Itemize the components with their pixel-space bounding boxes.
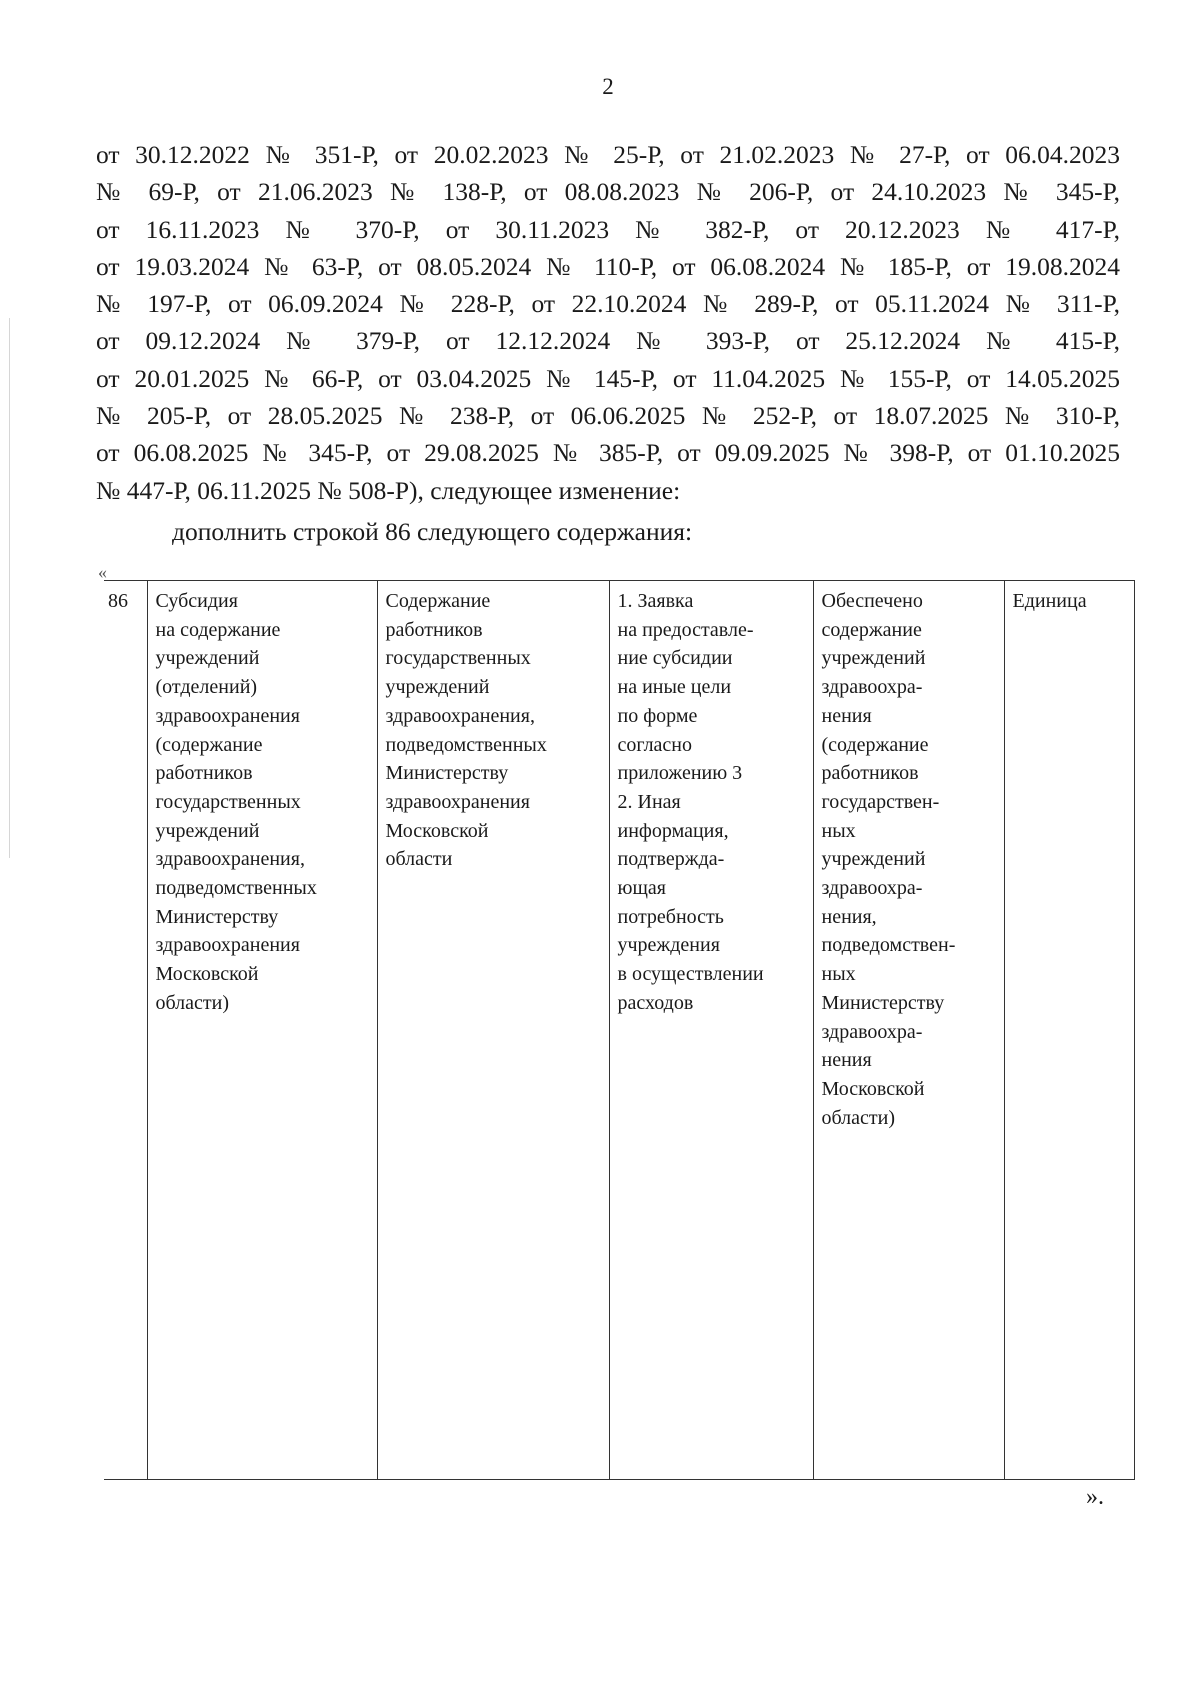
intro-sentence: дополнить строкой 86 следующего содержания: [172,517,693,546]
body-line: от 09.12.2024 № 379-Р, от 12.12.2024 № 393-Р, от 25.12.2024 № 415-Р, [96,326,1120,356]
row-number-cell: 86 [104,581,147,1480]
body-line: от 16.11.2023 № 370-Р, от 30.11.2023 № 382-Р, от 20.12.2023 № 417-Р, [96,214,1120,244]
body-line: от 19.03.2024 № 63-Р, от 08.05.2024 № 110-Р, от 06.08.2024 № 185-Р, от 19.08.2024 [96,251,1120,281]
new-row-table [104,580,1135,1480]
new-row-table-container [104,580,1134,1480]
body-line: № 69-Р, от 21.06.2023 № 138-Р, от 08.08.2023 № 206-Р, от 24.10.2023 № 345-Р, [96,177,1120,207]
body-line: № 205-Р, от 28.05.2025 № 238-Р, от 06.06.2025 № 252-Р, от 18.07.2025 № 310-Р, [96,401,1120,431]
body-line: от 06.08.2025 № 345-Р, от 29.08.2025 № 385-Р, от 09.09.2025 № 398-Р, от 01.10.2025 [96,438,1120,468]
amendment-references-paragraph [96,136,1120,509]
table-row [104,581,1134,1480]
body-line: № 447-Р, 06.11.2025 № 508-Р), следующее изменение: [96,475,681,505]
page-number: 2 [602,74,614,99]
unit-cell: Единица [1004,581,1134,1480]
subsidy-purpose-cell: Содержание работников государственных учреждений здравоохранения, подведомственных Министерству здравоохранения Московской области [377,581,609,1480]
required-documents-cell: 1. Заявка на предоставле- ние субсидии на иные цели по форме согласно приложению 3 2. Иная информация, подтвержда- ющая потребность учреждения в осуществлении расходов [609,581,813,1480]
body-line: от 20.01.2025 № 66-Р, от 03.04.2025 № 145-Р, от 11.04.2025 № 155-Р, от 14.05.2025 [96,363,1120,393]
opening-quote-mark: « [98,562,107,582]
body-line: от 30.12.2022 № 351-Р, от 20.02.2023 № 25-Р, от 21.02.2023 № 27-Р, от 06.04.2023 [96,140,1120,169]
result-cell: Обеспечено содержание учреждений здравоохра- нения (содержание работников государствен- ных учреждений здравоохра- нения, подведомствен- ных Министерству здравоохра- нения Московской области) [813,581,1004,1480]
scan-margin-line [9,318,10,858]
body-line: № 197-Р, от 06.09.2024 № 228-Р, от 22.10.2024 № 289-Р, от 05.11.2024 № 311-Р, [96,289,1120,319]
closing-quote-mark: ». [1086,1484,1104,1510]
subsidy-name-cell: Субсидия на содержание учреждений (отделений) здравоохранения (содержание работников государственных учреждений здравоохранения, подведомственных Министерству здравоохранения Московской области) [147,581,377,1480]
